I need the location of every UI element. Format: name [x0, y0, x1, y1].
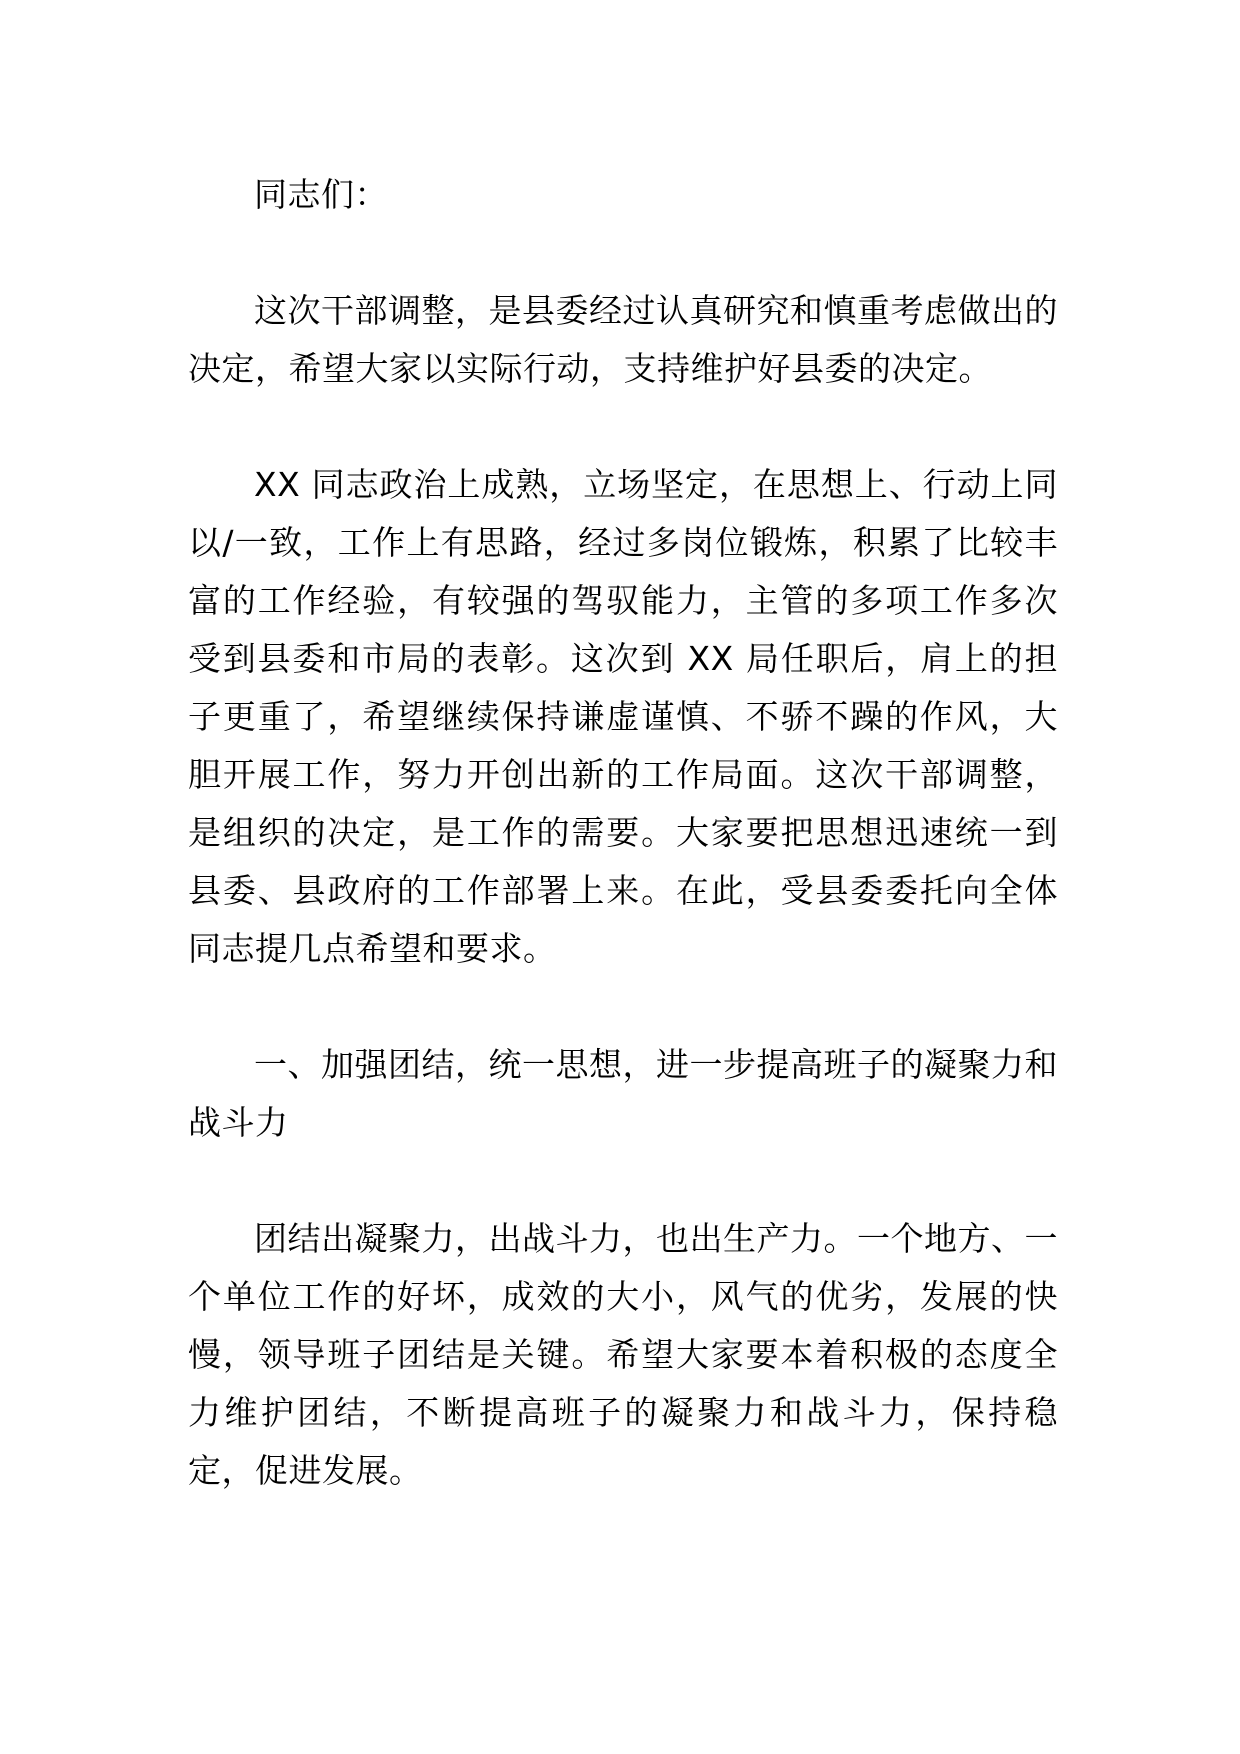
paragraph-appointee: XX 同志政治上成熟，立场坚定，在思想上、行动上同以/一致，工作上有思路，经过多岗位锻炼，积累了比较丰富的工作经验，有较强的驾驭能力，主管的多项工作多次受到县委和市局的表彰。这次到 XX 局任职后，肩上的担子更重了，希望继续保持谦虚谨慎、不骄不躁的作风，大胆开展工作，努力开创出新的工作局面。这次干部调整，是组织的决定，是工作的需要。大家要把思想迅速统一到县委、县政府的工作部署上来。在此，受县委委托向全体同志提几点希望和要求。 [188, 465, 1058, 968]
salutation: 同志们： [254, 175, 388, 214]
section-heading-unity: 一、加强团结，统一思想，进一步提高班子的凝聚力和战斗力 [188, 1045, 1058, 1142]
paragraph-unity: 团结出凝聚力，出战斗力，也出生产力。一个地方、一个单位工作的好坏，成效的大小，风气的优劣，发展的快慢，领导班子团结是关键。希望大家要本着积极的态度全力维护团结，不断提高班子的凝聚力和战斗力，保持稳定，促进发展。 [188, 1219, 1058, 1490]
paragraph-decision: 这次干部调整，是县委经过认真研究和慎重考虑做出的决定，希望大家以实际行动，支持维护好县委的决定。 [188, 291, 1058, 388]
document-page [188, 166, 1058, 1500]
